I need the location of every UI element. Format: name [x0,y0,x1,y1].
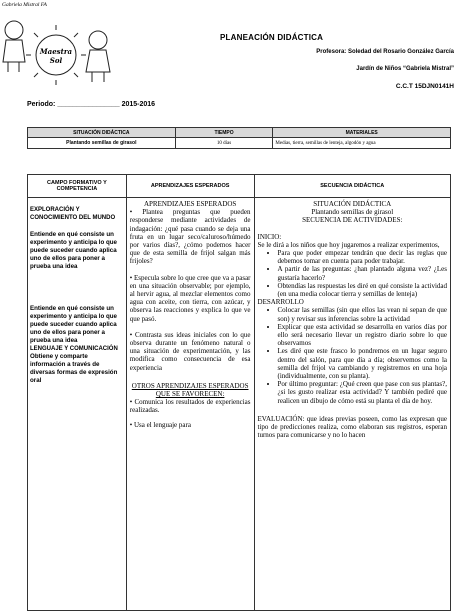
campo-lenguaje: LENGUAJE Y COMUNICACIÓN [30,346,118,352]
document-title: PLANEACIÓN DIDÁCTICA [220,33,324,42]
competencia-2: Entiende en qué consiste un experimento y anticipa lo que puede suceder cuando aplica uno de ellos para poner a prueba una idea [30,305,117,344]
logo-text-sol: Sol [49,56,63,65]
summary-header-situacion: SITUACIÓN DIDÁCTICA [28,128,176,138]
desarrollo-item: • Colocar las semillas (sin que ellos las vean ni sepan de que son) y revisar sus inferencias sobre la actividad [278,306,447,322]
aprendizaje-item-3: • Contrasta sus ideas iniciales con lo que observa durante un fenómeno natural o una situación de experimentación, y las modifica como consecuencia de esa experiencia [129,330,251,372]
competencia-3: Obtiene y comparte información a través de diversas formas de expresión oral [30,353,118,384]
inicio-label: INICIO: [257,232,282,241]
secuencia-subtitle2: SECUENCIA DE ACTIVIDADES: [302,216,403,225]
otro-aprendizaje-1: • Comunica los resultados de experiencias realizadas. [129,398,251,415]
inicio-item: • Obtendías las respuestas les diré en qué consiste la actividad (en una media colocar tierra y semillas de lenteja) [278,282,447,298]
secuencia-title: SITUACIÓN DIDÁCTICA [313,200,392,208]
summary-situacion-value: Plantando semillas de girasol [28,138,176,149]
competencia-1: Entiende en qué consiste un experimento y anticipa lo que puede suceder cuando aplica uno de ellos para poner a prueba una idea [30,231,117,270]
aprendizaje-item-2: • Especula sobre lo que cree que va a pasar en una situación observable; por ejemplo, al hervir agua, al mezclar elementos como agua con aceite, con tierra, con azúcar, y observa las reacciones y explica lo que ve que pasó. [129,273,251,323]
inicio-item: • A partir de las preguntas: ¿han plantado alguna vez? ¿Les gustaría hacerlo? [278,265,447,281]
desarrollo-label: DESARROLLO [257,298,304,307]
otros-aprendizajes-title: OTROS APRENDIZAJES ESPERADOS QUE SE FAVORECEN: [131,381,249,399]
school-code: C.C.T 15DJN0141H [395,83,454,90]
evaluacion-text: EVALUACIÓN: que ideas previas poseen, como las expresan que tipo de predicciones realiza, como elaboran sus registros, esperan turnos para comunicarse y no lo hacen [257,414,447,440]
period-line: Periodo: ________________ 2015-2016 [27,101,156,108]
summary-table [27,127,451,149]
maestra-sol-logo [0,0,112,95]
teacher-name: Profesora: Soledad del Rosario González García [316,49,454,55]
summary-materiales-value: Medias, tierra, semillas de lenteja, algodón y agua [273,138,451,149]
secuencia-cell [254,198,450,611]
inicio-text: Se le dirá a los niños que hoy jugaremos a realizar experimentos, [257,240,440,249]
main-table [27,174,451,611]
aprendizajes-cell [126,198,254,611]
campo-exploracion: EXPLORACIÓN Y CONOCIMIENTO DEL MUNDO [30,207,116,221]
header-aprendizajes: APRENDIZAJES ESPERADOS [126,175,254,198]
logo-illustration [0,0,112,95]
summary-tiempo-value: 10 días [175,138,273,149]
summary-header-tiempo: TIEMPO [175,128,273,138]
inicio-list [258,249,447,298]
logo-text-maestra: Maestra [39,47,73,56]
desarrollo-item: • Por último preguntar: ¿Qué creen que pase con sus plantas?, ¿si les gusto realizar esta actividad? Y también pediré que realicen un dibujo de cómo está su planta el día de hoy. [278,380,447,405]
secuencia-subtitle: Plantando semillas de girasol [311,208,394,217]
summary-header-materiales: MATERIALES [273,128,451,138]
desarrollo-item: • Explicar que esta actividad se desarrolla en varios días por ello será necesario llevar un registro diario sobre lo que observamos [278,323,447,348]
desarrollo-list [258,306,447,404]
school-name: Jardín de Niños “Gabriela Mistral” [356,66,454,72]
header-campo-formativo: CAMPO FORMATIVO Y COMPETENCIA [28,175,127,198]
aprendizajes-title: APRENDIZAJES ESPERADOS [143,200,237,208]
otro-aprendizaje-2: • Usa el lenguaje para [129,420,191,429]
desarrollo-item: • Les diré que este frasco lo pondremos en un lugar seguro dentro del salón, para que día a día; observemos como la semilla del frijol va cambiando y registremos en una hoja (individualmente, con su planta). [278,347,447,380]
aprendizaje-item-1: • Plantea preguntas que pueden responderse mediante actividades de indagación: ¿qué pasa cuando se deja una fruta en un lugar seco/caluroso/húmedo por varios días?, ¿cómo podemos hacer que de esta semilla de frijol salgan más frijoles? [129,208,251,266]
campo-formativo-cell [28,198,127,611]
logo-caption: Gabriela Mistral FA [2,2,47,8]
inicio-item: • Para que poder empezar tendrán que decir las reglas que debemos tomar en cuenta para poder trabajar. [278,249,447,265]
header-secuencia: SECUENCIA DIDÁCTICA [254,175,450,198]
